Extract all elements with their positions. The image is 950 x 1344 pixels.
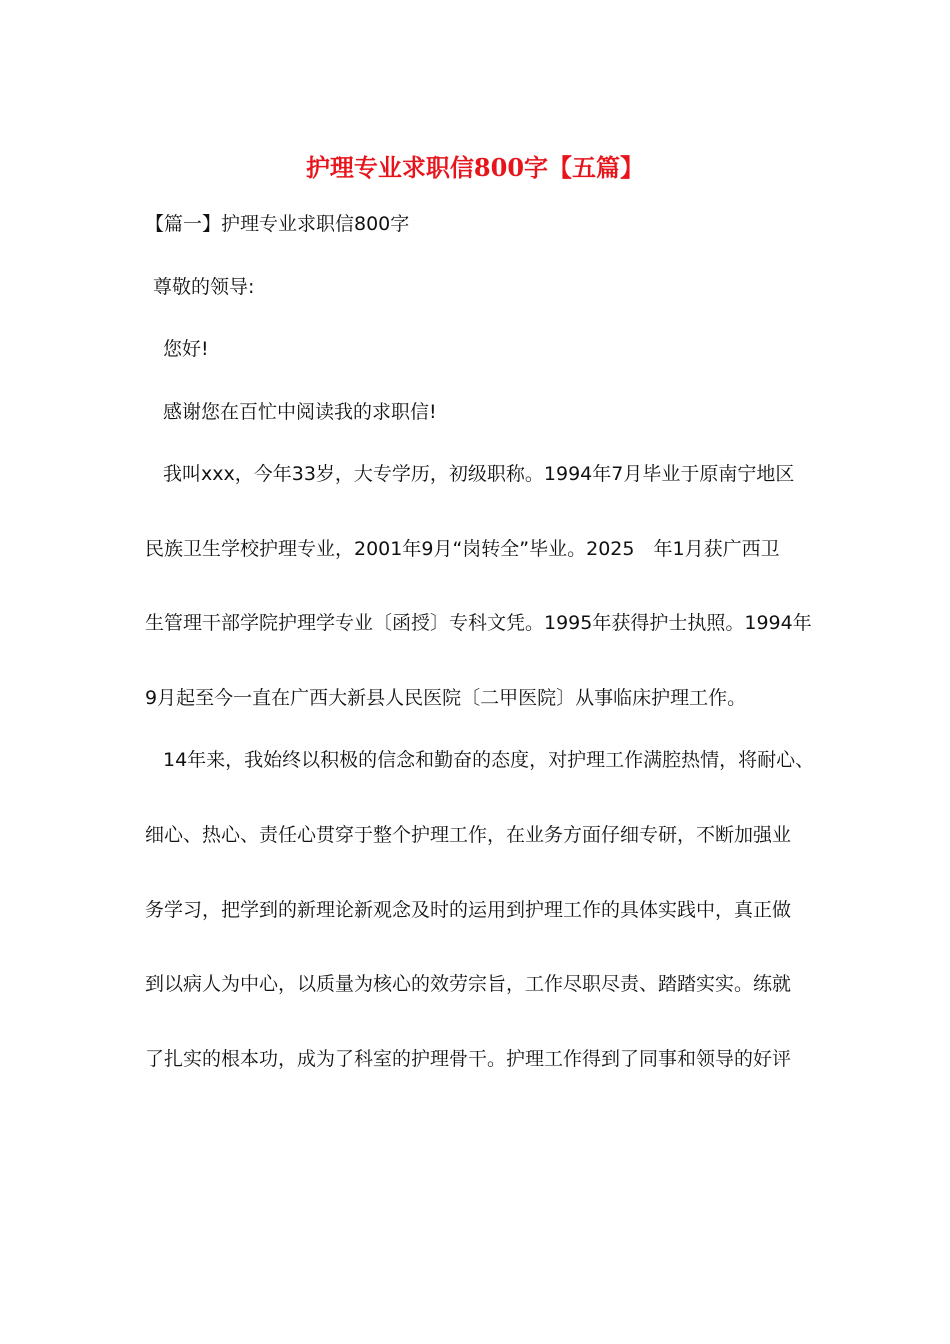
body-line-5: 14年来，我始终以积极的信念和勤奋的态度，对护理工作满腔热情，将耐心、 [163, 749, 815, 771]
body-line-2: 民族卫生学校护理专业，2001年9月“岗转全”毕业。2025 年1月获广西卫 [145, 538, 780, 560]
document-title: 护理专业求职信800字【五篇】 [305, 153, 645, 182]
thanks-line: 感谢您在百忙中阅读我的求职信! [163, 401, 437, 423]
body-line-9: 了扎实的根本功，成为了科室的护理骨干。护理工作得到了同事和领导的好评 [145, 1048, 792, 1070]
section-heading: 【篇一】护理专业求职信800字 [145, 213, 410, 235]
body-line-4: 9月起至今一直在广西大新县人民医院〔二甲医院〕从事临床护理工作。 [145, 687, 747, 709]
body-line-6: 细心、热心、责任心贯穿于整个护理工作，在业务方面仔细专研，不断加强业 [145, 824, 792, 846]
body-line-1: 我叫xxx，今年33岁，大专学历，初级职称。1994年7月毕业于原南宁地区 [163, 463, 795, 485]
body-line-8: 到以病人为中心，以质量为核心的效劳宗旨，工作尽职尽责、踏踏实实。练就 [145, 973, 792, 995]
body-line-7: 务学习，把学到的新理论新观念及时的运用到护理工作的具体实践中，真正做 [145, 899, 792, 921]
greeting: 您好! [163, 338, 209, 360]
salutation: 尊敬的领导: [153, 276, 255, 298]
body-line-3: 生管理干部学院护理学专业〔函授〕专科文凭。1995年获得护士执照。1994年 [145, 612, 812, 634]
